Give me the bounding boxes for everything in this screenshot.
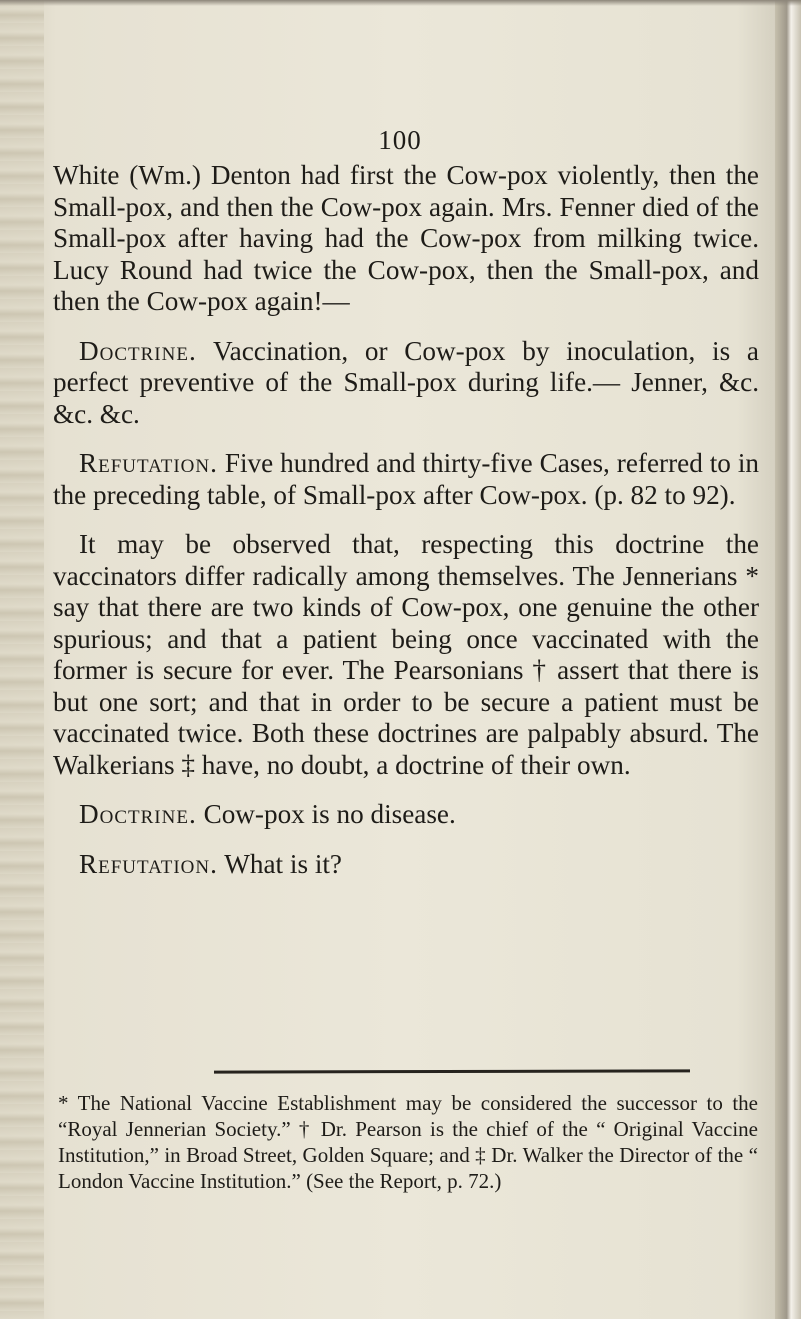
right-page-edge <box>775 0 801 1319</box>
footnotes <box>58 1090 758 1194</box>
doctrine-text-second: Cow-pox is no disease. <box>203 799 456 829</box>
page-number: 100 <box>378 125 422 155</box>
paragraph-doctrine-no-disease <box>53 799 759 831</box>
refutation-text: Five hundred and thirty-five Cases, referred to in the preceding table, of Small-pox after Cow-pox. (p. 82 to 92). <box>53 448 760 510</box>
doctrine-heading: Doctrine. <box>79 335 197 366</box>
doctrine-heading-second: Doctrine. <box>79 799 197 829</box>
paragraph-vaccinators-differ: It may be observed that, respecting this doctrine the vaccinators differ radically among themselves. The Jennerians * say that there are two kinds of Cow-pox, one genuine the other spurious; and that a patient being once vaccinated with the former is secure for ever. The Pearsonians † assert that there is but one sort; and that in order to be secure a patient must be vaccinated twice. Both these doctrines are palpably absurd. The Walkerians ‡ have, no doubt, a doctrine of their own. <box>53 529 759 780</box>
left-page-edge <box>0 0 44 1319</box>
footnote-rule <box>214 1069 690 1073</box>
main-text <box>53 160 759 880</box>
paragraph-doctrine-vaccination <box>53 336 759 431</box>
refutation-heading: Refutation. <box>79 448 218 478</box>
refutation-text-second: What is it? <box>224 848 342 879</box>
footnote-text: * The National Vaccine Establishment may be considered the successor to the “Royal Jennerian Society.” † Dr. Pearson is the chief of the “ Original Vaccine Institution,” in Broad Street, Golden Square; and ‡ Dr. Walker the Director of the “ London Vaccine Institution.” (See the Report, p. 72.) <box>58 1091 758 1193</box>
top-page-shadow <box>0 0 801 6</box>
paragraph-refutation-cases <box>53 448 759 511</box>
paragraph-denton-case: White (Wm.) Denton had first the Cow-pox violently, then the Small-pox, and then the Cow-pox again. Mrs. Fenner died of the Small-pox after having had the Cow-pox from milking twice. Lucy Round had twice the Cow-pox, then the Small-pox, and then the Cow-pox again!— <box>53 160 759 316</box>
doctrine-text: Vaccination, or Cow-pox by inoculation, is a perfect preventive of the Small-pox during life.— Jenner, &c. &c. &c. <box>53 335 759 429</box>
refutation-heading-second: Refutation. <box>79 848 218 879</box>
paragraph-refutation-question <box>53 849 759 881</box>
